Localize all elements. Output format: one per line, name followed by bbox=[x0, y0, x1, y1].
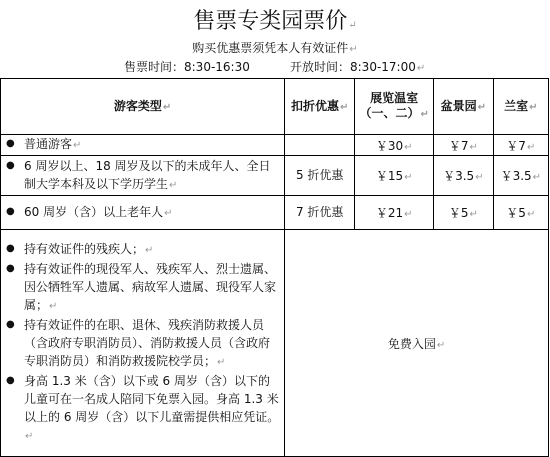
free-entry-label: 免费入园↵ bbox=[285, 230, 549, 457]
header-bonsai: 盆景园↵ bbox=[434, 79, 494, 135]
header-discount: 扣折优惠↵ bbox=[285, 79, 355, 135]
row-orchid-price: ￥7↵ bbox=[493, 135, 548, 156]
paragraph-mark-icon: ↵ bbox=[529, 101, 538, 113]
row-greenhouse-price: ￥30↵ bbox=[355, 135, 434, 156]
row-visitor-type bbox=[1, 196, 285, 230]
row-bonsai-price: ￥3.5↵ bbox=[434, 156, 494, 196]
paragraph-mark-icon: ↵ bbox=[420, 109, 429, 120]
paragraph-mark-icon: ↵ bbox=[532, 172, 542, 183]
bullet-item: ● 持有效证件的在职、退休、残疾消防救援人员（含政府专职消防员）、消防救援人员（含政府专职消防员）和消防救援院校学员；↵ bbox=[4, 316, 281, 372]
header-greenhouse: 展览温室（一、二）↵ bbox=[355, 79, 434, 135]
row-discount: 7 折优惠 bbox=[285, 196, 355, 230]
free-entry-eligibility bbox=[1, 230, 285, 457]
paragraph-mark-icon: ↵ bbox=[49, 301, 58, 312]
paragraph-mark-icon: ↵ bbox=[526, 209, 536, 220]
row-discount bbox=[285, 135, 355, 156]
paragraph-mark-icon: ↵ bbox=[349, 44, 358, 55]
bullet-item: ● 普通游客↵ bbox=[4, 135, 281, 155]
table-row-free-entry bbox=[1, 230, 549, 457]
table-row bbox=[1, 135, 549, 156]
paragraph-mark-icon: ↵ bbox=[416, 63, 426, 74]
row-visitor-type bbox=[1, 156, 285, 196]
bullet-item: ● 6 周岁以上、18 周岁及以下的未成年人、全日制大学本科及以下学历学生↵ bbox=[4, 157, 281, 195]
row-discount: 5 折优惠 bbox=[285, 156, 355, 196]
bullet-item: ● 持有效证件的残疾人；↵ bbox=[4, 240, 281, 260]
paragraph-mark-icon: ↵ bbox=[477, 101, 487, 113]
paragraph-mark-icon: ↵ bbox=[436, 339, 446, 351]
paragraph-mark-icon: ↵ bbox=[340, 101, 349, 113]
paragraph-mark-icon: ↵ bbox=[169, 179, 178, 191]
page-title: 售票专类园票价↵ bbox=[193, 9, 357, 34]
row-bonsai-price: ￥5↵ bbox=[434, 196, 494, 230]
paragraph-mark-icon: ↵ bbox=[348, 20, 357, 31]
paragraph-mark-icon: ↵ bbox=[526, 141, 536, 153]
row-visitor-type bbox=[1, 135, 285, 156]
row-bonsai-price: ￥7↵ bbox=[434, 135, 494, 156]
table-header-row bbox=[1, 79, 549, 135]
paragraph-mark-icon: ↵ bbox=[404, 209, 413, 220]
paragraph-mark-icon: ↵ bbox=[162, 101, 172, 113]
paragraph-mark-icon: ↵ bbox=[73, 140, 82, 151]
paragraph-mark-icon: ↵ bbox=[469, 209, 478, 220]
row-greenhouse-price: ￥15↵ bbox=[355, 156, 434, 196]
header-orchid: 兰室↵ bbox=[493, 79, 548, 135]
sale-time: 售票时间：8:30-16:30 bbox=[124, 60, 250, 74]
header-visitor-type: 游客类型↵ bbox=[1, 79, 285, 135]
bullet-item: ● 60 周岁（含）以上老年人↵ bbox=[4, 203, 281, 223]
paragraph-mark-icon: ↵ bbox=[404, 172, 413, 183]
row-greenhouse-price: ￥21↵ bbox=[355, 196, 434, 230]
bullet-item: ● 身高 1.3 米（含）以下或 6 周岁（含）以下的儿童可在一名成人陪同下免票入园。身高 1.3 米以上的 6 周岁（含）以下儿童需提供相应凭证。↵ bbox=[4, 372, 281, 446]
price-table bbox=[0, 78, 549, 457]
paragraph-mark-icon: ↵ bbox=[145, 245, 154, 256]
paragraph-mark-icon: ↵ bbox=[25, 431, 34, 442]
table-row bbox=[1, 156, 549, 196]
row-orchid-price: ￥5↵ bbox=[493, 196, 548, 230]
paragraph-mark-icon: ↵ bbox=[475, 172, 484, 183]
paragraph-mark-icon: ↵ bbox=[217, 357, 226, 368]
paragraph-mark-icon: ↵ bbox=[404, 141, 413, 153]
row-orchid-price: ￥3.5↵ bbox=[493, 156, 548, 196]
page-subtitle: 购买优惠票须凭本人有效证件↵ bbox=[192, 41, 358, 55]
paragraph-mark-icon: ↵ bbox=[469, 141, 478, 153]
open-time: 开放时间：8:30-17:00↵ bbox=[290, 60, 426, 74]
table-row bbox=[1, 196, 549, 230]
paragraph-mark-icon: ↵ bbox=[164, 207, 173, 219]
bullet-item: ● 持有效证件的现役军人、残疾军人、烈士遗属、因公牺牲军人遗属、病故军人遗属、现役军人家属；↵ bbox=[4, 260, 281, 316]
